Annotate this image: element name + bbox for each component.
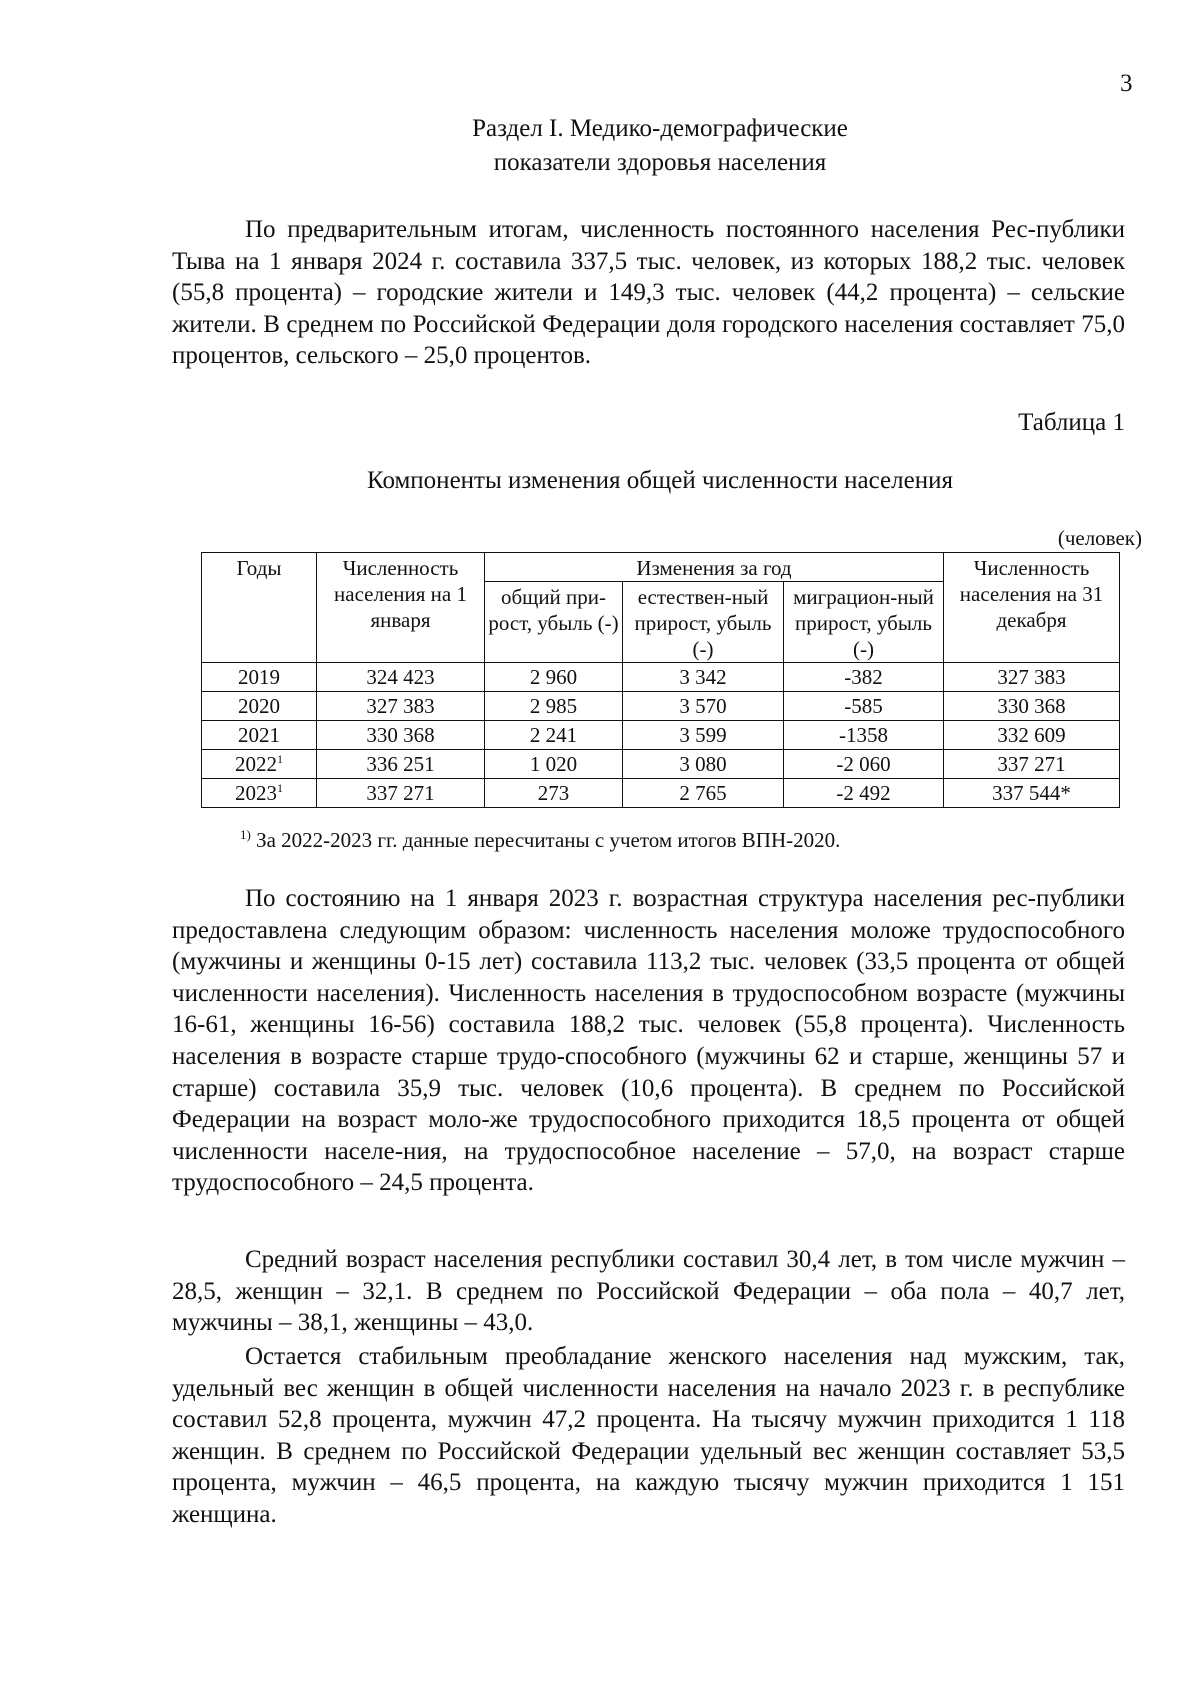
header-change-group: Изменения за год [485, 553, 944, 582]
section-title-line-1: Раздел I. Медико-демографические [472, 115, 848, 142]
cell-total: 2 241 [485, 721, 623, 750]
table-label: Таблица 1 [1018, 409, 1125, 436]
header-population-end: Численность населения на 31 декабря [944, 553, 1120, 663]
paragraph-gender-ratio: Остается стабильным преобладание женского населения над мужским, так, удельный вес женщин в общей численности населения на начало 2023 г. в республике составил 52,8 процента, мужчин 47,2 процента. На тысячу мужчин приходится 1 118 женщин. В среднем по Российской Федерации удельный вес женщин составляет 53,5 процента, мужчин – 46,5 процента, на каждую тысячу мужчин приходится 1 151 женщина. [172, 1343, 1125, 1528]
footnote-marker: 1 [277, 781, 283, 795]
cell-migration: -382 [784, 663, 944, 692]
section-title [0, 112, 1200, 180]
footnote-marker: 1 [277, 752, 283, 766]
section-title-line-2: показатели здоровья населения [493, 149, 827, 176]
table-unit-label: (человек) [1057, 526, 1142, 550]
cell-natural: 3 570 [623, 692, 784, 721]
table-footnote [240, 827, 840, 853]
cell-end: 327 383 [944, 663, 1120, 692]
paragraph-age-structure: По состоянию на 1 января 2023 г. возрастная структура населения рес-публики предоставлена следующим образом: численность населения моложе трудоспособного (мужчины и женщины 0-15 лет) составила 113,2 тыс. человек (33,5 процента от общей численности населения). Численность населения в трудоспособном возрасте (мужчины 16-61, женщины 16-56) составила 188,2 тыс. человек (55,8 процента). Численность населения в возрасте старше трудо-способного (мужчины 62 и старше, женщины 57 и старше) составила 35,9 тыс. человек (10,6 процента). В среднем по Российской Федерации на возраст моло-же трудоспособного приходится 18,5 процента от общей численности населе-ния, на трудоспособное население – 57,0, на возраст старше трудоспособного – 24,5 процента. [172, 885, 1125, 1197]
cell-natural: 3 342 [623, 663, 784, 692]
cell-end: 332 609 [944, 721, 1120, 750]
paragraph-average-age: Средний возраст населения республики составил 30,4 лет, в том числе мужчин – 28,5, женщин – 32,1. В среднем по Российской Федерации – оба пола – 40,7 лет, мужчины – 38,1, женщины – 43,0. [172, 1246, 1125, 1337]
table-caption: Компоненты изменения общей численности населения [367, 467, 953, 494]
table-row [202, 663, 1120, 692]
cell-migration: -2 060 [784, 750, 944, 779]
paragraph-population-total: По предварительным итогам, численность постоянного населения Рес-публики Тыва на 1 января 2024 г. составила 337,5 тыс. человек, из которых 188,2 тыс. человек (55,8 процента) – городские жители и 149,3 тыс. человек (44,2 процента) – сельские жители. В среднем по Российской Федерации доля городского населения составляет 75,0 процентов, сельского – 25,0 процентов. [172, 216, 1125, 370]
cell-natural: 2 765 [623, 779, 784, 808]
table-row [202, 692, 1120, 721]
cell-start: 330 368 [317, 721, 485, 750]
cell-migration: -585 [784, 692, 944, 721]
cell-start: 324 423 [317, 663, 485, 692]
cell-total: 273 [485, 779, 623, 808]
population-change-table [201, 552, 1120, 808]
cell-end: 337 271 [944, 750, 1120, 779]
header-migration-change: миграцион-ный прирост, убыль (-) [784, 582, 944, 663]
table-row [202, 779, 1120, 808]
cell-start: 337 271 [317, 779, 485, 808]
cell-year: 2022$^1$ [202, 750, 317, 779]
cell-end: 330 368 [944, 692, 1120, 721]
table-row [202, 721, 1120, 750]
table-row [202, 750, 1120, 779]
header-population-start: Численность населения на 1 января [317, 553, 485, 663]
cell-year: 2023$^1$ [202, 779, 317, 808]
header-natural-change: естествен-ный прирост, убыль (-) [623, 582, 784, 663]
cell-year: 2021 [202, 721, 317, 750]
cell-migration: -2 492 [784, 779, 944, 808]
header-years: Годы [202, 553, 317, 663]
cell-natural: 3 080 [623, 750, 784, 779]
page-number: 3 [1120, 70, 1133, 97]
cell-year: 2020 [202, 692, 317, 721]
footnote-mark: 1) [240, 827, 251, 842]
cell-total: 2 985 [485, 692, 623, 721]
cell-total: 1 020 [485, 750, 623, 779]
cell-year: 2019 [202, 663, 317, 692]
cell-total: 2 960 [485, 663, 623, 692]
header-total-change: общий при-рост, убыль (-) [485, 582, 623, 663]
cell-migration: -1358 [784, 721, 944, 750]
cell-natural: 3 599 [623, 721, 784, 750]
cell-end: 337 544* [944, 779, 1120, 808]
cell-start: 327 383 [317, 692, 485, 721]
cell-start: 336 251 [317, 750, 485, 779]
footnote-text: За 2022-2023 гг. данные пересчитаны с учетом итогов ВПН-2020. [256, 828, 841, 852]
